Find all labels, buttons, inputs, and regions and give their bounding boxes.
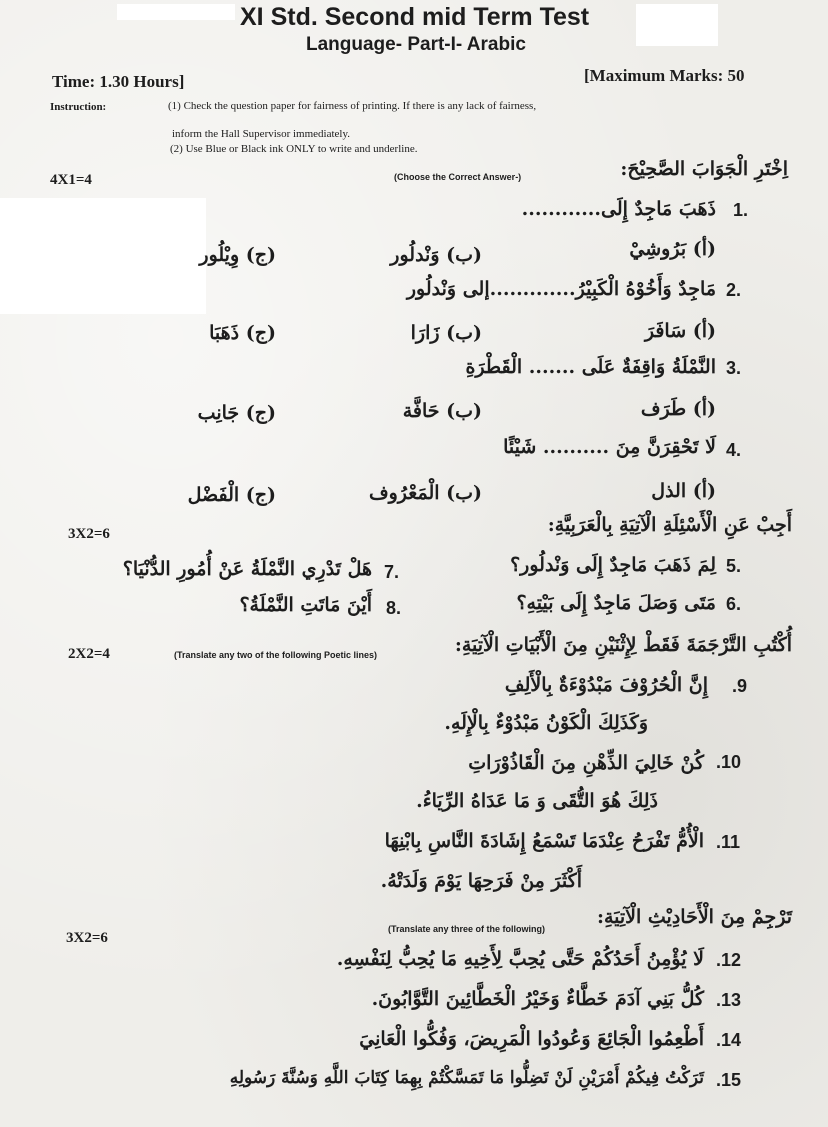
poem-line-2: وَكَذَلِكَ الْكَوْنُ مَبْدُوْءٌ بِالْإِلَهِ. — [444, 712, 648, 734]
poem-line-1: الْأُمُّ تَفْرَحُ عِنْدَمَا تَسْمَعُ إِشَادَةَ النَّاسِ بِابْنِهَا — [384, 830, 704, 852]
poem-line-1: كُنْ خَالِيَ الذِّهْنِ مِنَ الْقَاذُوْرَاتِ — [468, 752, 704, 774]
redaction-box — [117, 4, 235, 20]
section-hint: (Translate any three of the following) — [388, 924, 546, 934]
redaction-box — [0, 198, 206, 314]
poem-line-2: ذَلِكَ هُوَ التُّقَى وَ مَا عَدَاهُ الرِّيَاءُ. — [416, 790, 658, 812]
question-text: هَلْ تَدْرِي النَّمْلَةُ عَنْ أُمُورِ الدُّنْيَا؟ — [122, 558, 372, 580]
option-c: (ج) وِيْلُور — [199, 244, 276, 266]
question-text: أَيْنَ مَاتَتِ النَّمْلَةُ؟ — [239, 594, 372, 616]
poem-line-2: أَكْثَرَ مِنْ فَرَحِهَا يَوْمَ وَلَدَتْهُ. — [380, 870, 582, 892]
option-b: (ب) حَافَّة — [402, 400, 482, 422]
option-b: (ب) زَارَا — [410, 322, 482, 344]
option-a: (أ) بَرُوشِيْ — [629, 238, 716, 260]
question-number: .15 — [716, 1070, 742, 1090]
section-heading: أُكْتُبِ التَّرْجَمَةَ فَقَطْ لِإِثْنَيْنِ مِنَ الْأَبْيَاتِ الْآتِيَةِ: — [454, 634, 792, 656]
question-number: 1. — [733, 200, 749, 220]
option-c: (ج) الْفَضْل — [187, 484, 276, 506]
option-a: (أ) سَافَرَ — [644, 320, 716, 342]
question-number: 4. — [726, 440, 742, 460]
section-marks: 4X1=4 — [50, 172, 92, 188]
redaction-box — [636, 4, 718, 46]
section-heading: تَرْجِمْ مِنَ الْأَحَادِيْثِ الْآتِيَةِ: — [596, 906, 792, 928]
poem-line-1: إِنَّ الْحُرُوْفَ مَبْدُوْءَةٌ بِالْأَلِفِ — [504, 674, 708, 696]
question-number: 3. — [726, 358, 742, 378]
question-text: لِمَ ذَهَبَ مَاجِدٌ إِلَى وَنْدلُور؟ — [510, 554, 716, 576]
instruction-1b: inform the Hall Supervisor immediately. — [172, 128, 350, 140]
question-number: .13 — [716, 990, 742, 1010]
question-number: .11 — [716, 832, 741, 852]
instruction-2: (2) Use Blue or Black ink ONLY to write and underline. — [170, 143, 418, 155]
instruction-1: (1) Check the question paper for fairness of printing. If there is any lack of fairness, — [168, 100, 537, 112]
question-text: مَتَى وَصَلَ مَاجِدٌ إِلَى بَيْتِهِ؟ — [516, 592, 716, 614]
page-subtitle: Language- Part-I- Arabic — [306, 34, 526, 55]
section-marks: 2X2=4 — [68, 646, 110, 662]
question-text: النَّمْلَةُ وَاقِفَةٌ عَلَى ....... الْقَطْرَةِ — [465, 356, 716, 378]
question-number: .10 — [716, 752, 742, 772]
section-marks: 3X2=6 — [68, 526, 110, 542]
question-number: .12 — [716, 950, 742, 970]
question-number: 7. — [384, 562, 400, 582]
hadith-text: تَرَكْتُ فِيكُمْ أَمْرَيْنِ لَنْ تَضِلُّوا مَا تَمَسَّكْتُمْ بِهِمَا كِتَابَ اللَّهِ وَسُنَّةَ رَسُولِهِ — [229, 1068, 704, 1088]
option-b: (ب) وَنْدلُور — [390, 244, 482, 266]
hadith-text: لَا يُؤْمِنُ أَحَدُكُمْ حَتَّى يُحِبَّ لِأَخِيهِ مَا يُحِبُّ لِنَفْسِهِ. — [336, 948, 704, 970]
option-a: (أ) الذل — [651, 480, 716, 502]
question-number: 8. — [386, 598, 402, 618]
question-number: 6. — [726, 594, 742, 614]
page-title: XI Std. Second mid Term Test — [240, 3, 590, 31]
hadith-text: كُلُّ بَنِي آدَمَ خَطَّاءٌ وَخَيْرُ الْخَطَّائِينَ التَّوَّابُونَ. — [371, 988, 704, 1010]
question-text: مَاجِدٌ وَأَخُوْهُ الْكَبِيْرُ.............إلى وَنْدلُور — [406, 278, 716, 300]
max-marks-label: [Maximum Marks: 50 — [584, 66, 745, 85]
question-number: .9 — [732, 676, 748, 696]
hadith-text: أَطْعِمُوا الْجَائِعَ وَعُودُوا الْمَرِيضَ، وَفُكُّوا الْعَانِيَ — [359, 1028, 704, 1050]
question-number: 5. — [726, 556, 742, 576]
instruction-label: Instruction: — [50, 101, 107, 113]
option-a: (أ) طَرَف — [640, 398, 716, 420]
section-hint: (Translate any two of the following Poetic lines) — [174, 650, 378, 660]
section-heading: أَجِبْ عَنِ الْأَسْئِلَةِ الْآتِيَةِ بِالْعَرَبِيَّةِ: — [547, 514, 792, 536]
section-marks: 3X2=6 — [66, 930, 108, 946]
time-label: Time: 1.30 Hours] — [52, 72, 185, 91]
option-b: (ب) الْمَعْرُوف — [368, 482, 482, 504]
question-number: .14 — [716, 1030, 742, 1050]
question-text: لَا تَحْقِرَنَّ مِنَ .......... شَيْئًا — [503, 436, 716, 458]
question-text: ذَهَبَ مَاجِدٌ إِلَى............ — [521, 198, 716, 220]
section-heading: اِخْتَرِ الْجَوَابَ الصَّحِيْحَ: — [620, 158, 788, 180]
option-c: (ج) ذَهَبَا — [209, 322, 276, 344]
question-number: 2. — [726, 280, 742, 300]
option-c: (ج) جَانِب — [197, 402, 276, 424]
section-hint: (Choose the Correct Answer-) — [394, 172, 522, 182]
